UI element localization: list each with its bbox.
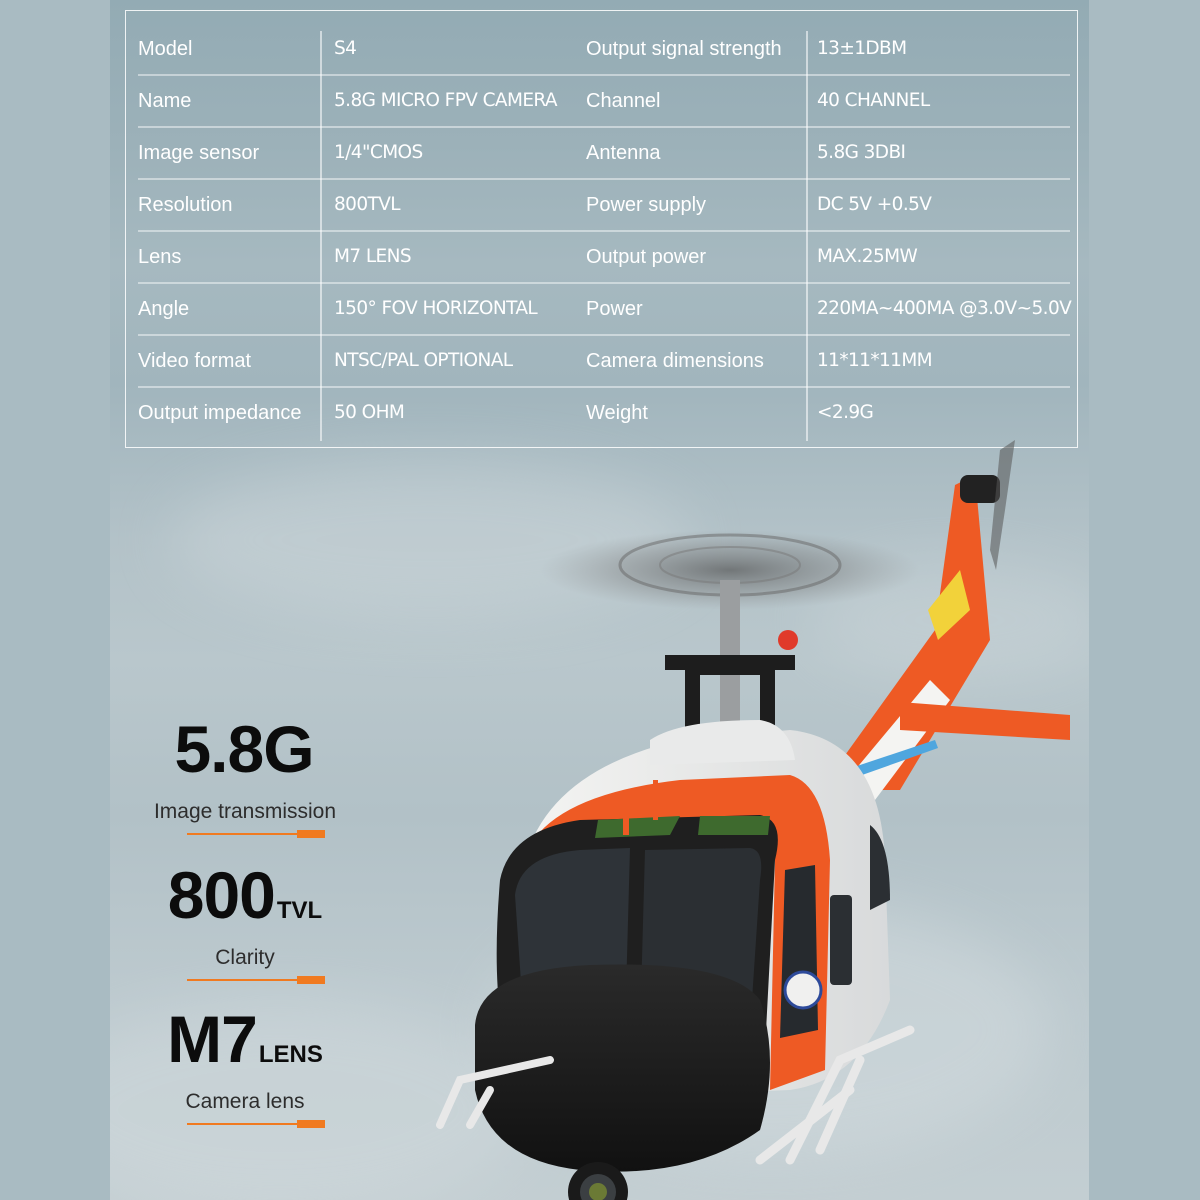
feature-resolution [130,858,360,982]
spec-label: Video format [138,350,252,372]
spec-value: M7 LENS [334,246,411,267]
spec-label: Channel [586,90,661,112]
feature-value: M7LENS [167,1002,323,1076]
spec-row [138,232,1070,284]
spec-value: MAX.25MW [817,246,918,267]
spec-row [138,24,1070,76]
feature-value: 800TVL [167,858,323,932]
spec-label: Power supply [586,194,707,216]
spec-label: Name [138,90,192,112]
feature-lens [130,1002,360,1126]
spec-table [125,10,1078,448]
spec-value: NTSC/PAL OPTIONAL [334,350,513,371]
spec-label: Lens [138,246,182,268]
spec-value: 5.8G MICRO FPV CAMERA [334,90,557,111]
spec-value: 13±1DBM [817,38,907,59]
spec-value: 50 OHM [334,402,405,423]
spec-row [138,336,1070,388]
spec-row [138,128,1070,180]
spec-value: DC 5V +0.5V [817,194,932,215]
spec-row [138,180,1070,232]
spec-label: Output impedance [138,402,302,424]
helicopter-image [430,440,1110,1200]
spec-row [138,284,1070,336]
accent-underline [187,1122,327,1126]
spec-label: Image sensor [138,142,260,164]
spec-value: S4 [334,38,357,59]
spec-value: 1/4"CMOS [334,142,423,163]
spec-label: Weight [586,402,648,424]
spec-value: 11*11*11MM [817,350,933,371]
spec-value: 220MA~400MA @3.0V~5.0V [817,298,1072,319]
spec-value: <2.9G [817,402,874,423]
left-margin [0,0,110,1200]
spec-label: Antenna [586,142,661,164]
spec-label: Output signal strength [586,38,782,60]
spec-label: Output power [586,246,707,268]
feature-caption: Image transmission [153,800,337,823]
spec-label: Angle [138,298,190,320]
spec-value: 40 CHANNEL [817,90,930,111]
spec-row [138,388,1070,440]
feature-caption: Clarity [215,946,275,969]
accent-underline [187,978,327,982]
spec-value: 800TVL [334,194,400,215]
spec-label: Power [586,298,643,320]
spec-row [138,76,1070,128]
feature-value: 5.8G [174,712,314,786]
spec-value: 5.8G 3DBI [817,142,906,163]
spec-label: Model [138,38,193,60]
accent-underline [187,832,327,836]
spec-label: Camera dimensions [586,350,764,372]
spec-value: 150° FOV HORIZONTAL [334,298,538,319]
spec-label: Resolution [138,194,233,216]
feature-transmission [130,712,360,836]
feature-caption: Camera lens [185,1090,305,1113]
